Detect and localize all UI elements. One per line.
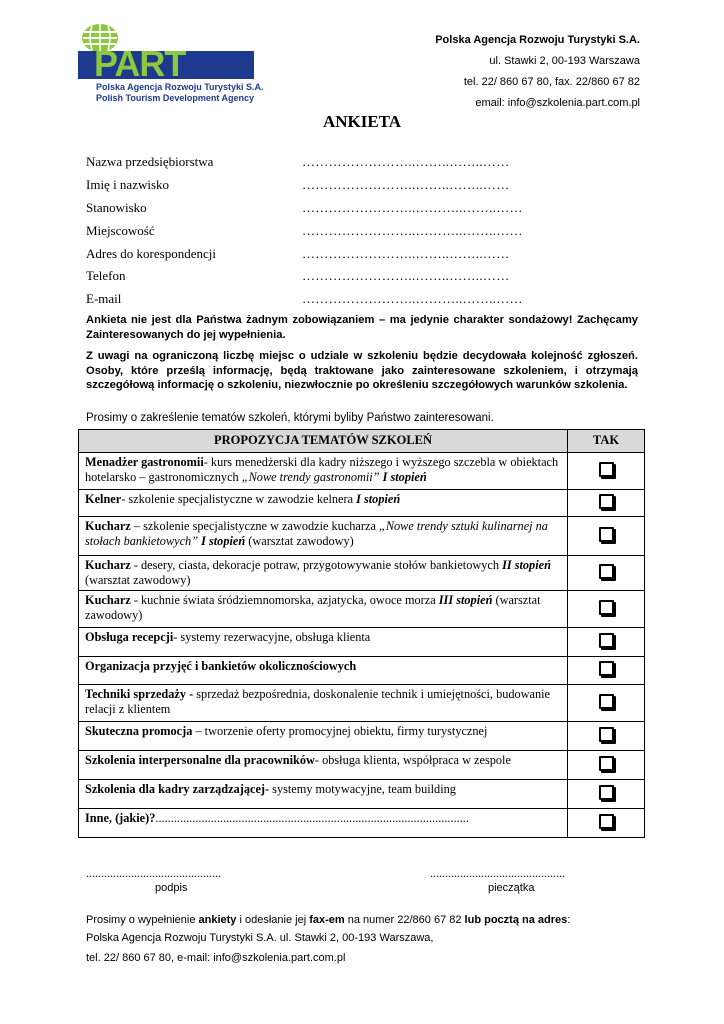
topic-cell bbox=[79, 591, 568, 628]
topic-text-bold: Obsługa recepcji bbox=[85, 630, 174, 644]
footer-instruction bbox=[86, 914, 570, 926]
yes-cell bbox=[568, 490, 645, 517]
yes-cell bbox=[568, 722, 645, 751]
topic-text-a: - kuchnie świata śródziemnomorska, azjatycka, owoce morza bbox=[130, 593, 439, 607]
topic-cell bbox=[79, 722, 568, 751]
signature-line[interactable]: ............................................. bbox=[86, 866, 221, 880]
topic-text-italic: „Nowe trendy sztuki kulinarnej na stołach bankietowych” bbox=[85, 519, 548, 548]
topic-text-a: - kurs menedżerski dla kadry niższego i wyższego szczebla w obiektach hotelarsko – gastronomicznych bbox=[85, 455, 559, 484]
field-label: E-mail bbox=[86, 291, 122, 306]
header-topics: PROPOZYCJA TEMATÓW SZKOLEŃ bbox=[79, 430, 568, 453]
field-label: Stanowisko bbox=[86, 200, 147, 215]
topic-cell bbox=[79, 490, 568, 517]
part-logo bbox=[78, 20, 264, 110]
logo-line-1: Polska Agencja Rozwoju Turystyki S.A. bbox=[96, 82, 264, 92]
header-yes: TAK bbox=[568, 430, 645, 453]
instruction-text: Prosimy o zakreślenie tematów szkoleń, którymi byliby Państwo zainteresowani. bbox=[86, 412, 494, 424]
footer-address: Polska Agencja Rozwoju Turystyki S.A. ul. Stawki 2, 00-193 Warszawa, bbox=[86, 932, 434, 944]
field-input[interactable]: ……………………..………..……..…… bbox=[302, 223, 523, 238]
field-label: Adres do korespondencji bbox=[86, 246, 216, 261]
field-input[interactable]: ……………………..………..……..…… bbox=[302, 200, 523, 215]
signature-label: podpis bbox=[155, 882, 188, 894]
topic-text-bold: Skuteczna promocja bbox=[85, 724, 193, 738]
yes-cell bbox=[568, 556, 645, 591]
field-label: Miejscowość bbox=[86, 223, 155, 238]
topic-text-a: - obsługa klienta, współpraca w zespole bbox=[314, 753, 511, 767]
topic-text-b: (warsztat zawodowy) bbox=[85, 593, 541, 622]
topic-text-a: – szkolenie specjalistyczne w zawodzie kucharza bbox=[130, 519, 379, 533]
field-input[interactable]: ……………………..……..……..…… bbox=[302, 246, 510, 261]
topic-text-bold: Menadżer gastronomii bbox=[85, 455, 204, 469]
topic-text-bold: Kucharz bbox=[85, 593, 131, 607]
table-row bbox=[79, 490, 645, 517]
topic-cell bbox=[79, 751, 568, 780]
checkbox-icon[interactable] bbox=[599, 600, 614, 615]
topic-text-a: ...................................................................................................... bbox=[155, 811, 469, 825]
checkbox-icon[interactable] bbox=[599, 494, 614, 509]
topic-text-a: – tworzenie oferty promocyjnej obiektu, firmy turystycznej bbox=[192, 724, 488, 738]
header-org-name: Polska Agencja Rozwoju Turystyki S.A. bbox=[435, 34, 640, 46]
topic-text-a: systemy motywacyjne, team building bbox=[269, 782, 456, 796]
page-title: ANKIETA bbox=[322, 112, 402, 131]
header-contact bbox=[435, 30, 640, 114]
table-row bbox=[79, 722, 645, 751]
footer-bold-ankiety: ankiety bbox=[198, 914, 237, 926]
topic-text-bold: Kelner bbox=[85, 492, 122, 506]
topic-text-bold: Kucharz bbox=[85, 558, 131, 572]
checkbox-icon[interactable] bbox=[599, 727, 614, 742]
topic-text-b: (warsztat zawodowy) bbox=[245, 534, 354, 548]
topic-text-a: sprzedaż bezpośrednia, doskonalenie technik i umiejętności, budowanie relacji z klientem bbox=[85, 687, 551, 716]
footer-text: na numer 22/860 67 82 bbox=[344, 914, 465, 926]
checkbox-icon[interactable] bbox=[599, 694, 614, 709]
topic-text-bold: Inne, (jakie)? bbox=[85, 811, 156, 825]
table-row bbox=[79, 591, 645, 628]
yes-cell bbox=[568, 453, 645, 490]
field-input[interactable]: ……………………..……..……..…… bbox=[302, 177, 510, 192]
topic-text-a: - systemy rezerwacyjne, obsługa klienta bbox=[173, 630, 371, 644]
topic-text-bi: III stopień bbox=[438, 593, 493, 607]
checkbox-icon[interactable] bbox=[599, 814, 614, 829]
topic-cell bbox=[79, 628, 568, 657]
yes-cell bbox=[568, 780, 645, 809]
topic-text-bi: I stopień bbox=[379, 470, 427, 484]
header-phone: tel. 22/ 860 67 80, fax. 22/860 67 82 bbox=[463, 76, 640, 88]
checkbox-icon[interactable] bbox=[599, 756, 614, 771]
topic-text-bold: Kucharz bbox=[85, 519, 131, 533]
topic-text-bold: Szkolenia dla kadry zarządzającej- bbox=[85, 782, 270, 796]
field-input[interactable]: ……………………..……..……..…… bbox=[302, 154, 510, 169]
topic-cell bbox=[79, 685, 568, 722]
topic-text-bi: I stopień bbox=[198, 534, 246, 548]
checkbox-icon[interactable] bbox=[599, 462, 614, 477]
yes-cell bbox=[568, 809, 645, 838]
footer-bold-fax: fax-em bbox=[309, 914, 345, 926]
field-input[interactable]: ……………………..………..……..…… bbox=[302, 291, 523, 306]
topic-text-bold: Szkolenia interpersonalne dla pracowników bbox=[85, 753, 315, 767]
field-input[interactable]: ……………………..……..……..…… bbox=[302, 268, 510, 283]
checkbox-icon[interactable] bbox=[599, 633, 614, 648]
table-row bbox=[79, 751, 645, 780]
table-row bbox=[79, 685, 645, 722]
field-label: Telefon bbox=[86, 268, 126, 283]
field-label: Nazwa przedsiębiorstwa bbox=[86, 154, 214, 169]
topic-text-bold: Organizacja przyjęć i bankietów okolicznościowych bbox=[85, 659, 357, 673]
footer-text: : bbox=[567, 914, 571, 926]
header-address: ul. Stawki 2, 00-193 Warszawa bbox=[489, 55, 640, 67]
topics-table bbox=[78, 429, 645, 838]
table-header bbox=[79, 430, 645, 453]
topic-cell bbox=[79, 657, 568, 685]
stamp-label: pieczątka bbox=[488, 882, 535, 894]
topic-cell bbox=[79, 453, 568, 490]
table-row bbox=[79, 628, 645, 657]
topic-text-b: (warsztat zawodowy) bbox=[85, 573, 191, 587]
footer-text: i odesłanie jej bbox=[236, 914, 310, 926]
checkbox-icon[interactable] bbox=[599, 564, 614, 579]
topic-text-italic: „Nowe trendy gastronomii” bbox=[241, 470, 380, 484]
topic-cell bbox=[79, 517, 568, 556]
topic-cell bbox=[79, 556, 568, 591]
table-row bbox=[79, 453, 645, 490]
stamp-line[interactable]: ............................................. bbox=[430, 866, 565, 880]
table-row bbox=[79, 556, 645, 591]
yes-cell bbox=[568, 517, 645, 556]
table-row bbox=[79, 657, 645, 685]
topic-text-a: - desery, ciasta, dekoracje potraw, przygotowywanie stołów bankietowych bbox=[130, 558, 503, 572]
footer-text: Prosimy o wypełnienie bbox=[86, 914, 199, 926]
topic-cell bbox=[79, 809, 568, 838]
yes-cell bbox=[568, 591, 645, 628]
notice-not-binding: Ankieta nie jest dla Państwa żadnym zobowiązaniem – ma jedynie charakter sondażowy! Zachęcamy Zainteresowanych do jej wypełnienia. bbox=[86, 314, 638, 341]
yes-cell bbox=[568, 751, 645, 780]
topic-text-a: - szkolenie specjalistyczne w zawodzie kelnera bbox=[121, 492, 357, 506]
footer-contact: tel. 22/ 860 67 80, e-mail: info@szkolenia.part.com.pl bbox=[86, 952, 346, 964]
topic-text-bi: II stopień bbox=[502, 558, 551, 572]
field-label: Imię i nazwisko bbox=[86, 177, 170, 192]
notice-limited-places: Z uwagi na ograniczoną liczbę miejsc o udziale w szkoleniu będzie decydowała kolejność zgłoszeń. Osoby, które prześlą informację, będą traktowane jako zainteresowane szkoleniem, i otrzymają szczegółową informację o szkoleniu, niezwłocznie po określeniu szczegółowych warunków szkolenia. bbox=[86, 350, 638, 391]
checkbox-icon[interactable] bbox=[599, 527, 614, 542]
logo-line-2: Polish Tourism Development Agency bbox=[96, 93, 255, 103]
yes-cell bbox=[568, 628, 645, 657]
topic-cell bbox=[79, 780, 568, 809]
table-row bbox=[79, 780, 645, 809]
logo-wordmark: PART bbox=[94, 43, 186, 84]
table-row bbox=[79, 809, 645, 838]
checkbox-icon[interactable] bbox=[599, 661, 614, 676]
yes-cell bbox=[568, 685, 645, 722]
header-email: email: info@szkolenia.part.com.pl bbox=[475, 97, 640, 109]
topic-text-bold: Techniki sprzedaży - bbox=[85, 687, 194, 701]
yes-cell bbox=[568, 657, 645, 685]
footer-bold-post: lub pocztą na adres bbox=[464, 914, 568, 926]
checkbox-icon[interactable] bbox=[599, 785, 614, 800]
table-row bbox=[79, 517, 645, 556]
topic-text-bi: I stopień bbox=[356, 492, 401, 506]
